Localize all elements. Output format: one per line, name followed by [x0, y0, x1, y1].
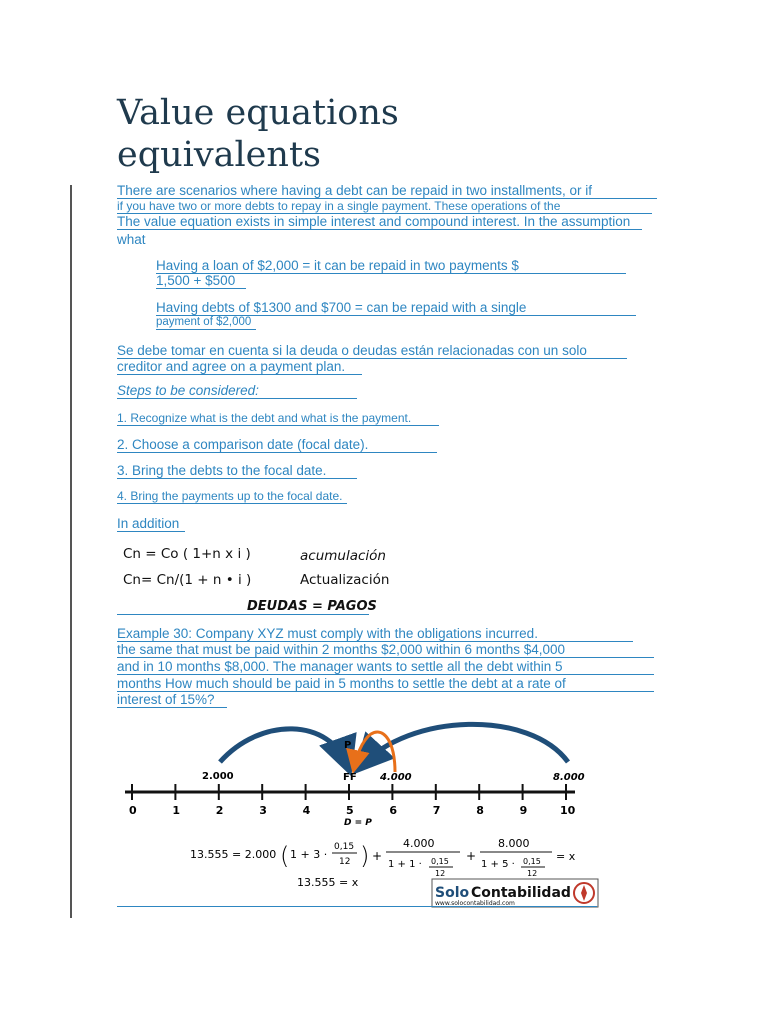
debts-line-1: Having debts of $1300 and $700 = can be repaid with a single: [156, 300, 636, 316]
eq-frac3-num: 0,15: [523, 857, 541, 866]
step-1: 1. Recognize what is the debt and what is the payment.: [117, 411, 439, 426]
intro-line-1: There are scenarios where having a debt can be repaid in two installments, or if: [117, 183, 657, 199]
arrow-from-2000: [220, 729, 348, 767]
in-addition: In addition: [117, 516, 185, 532]
eq-num-4000: 4.000: [403, 837, 435, 850]
example30-line-4: months How much should be paid in 5 months to settle the debt at a rate of: [117, 676, 654, 692]
label-2000: 2.000: [202, 771, 234, 782]
timeline-ticks: [129, 784, 576, 817]
tick-label: 4: [302, 804, 311, 817]
logo-contabilidad: Contabilidad: [471, 885, 571, 901]
eq-frac2-den: 12: [435, 869, 446, 878]
label-ff: FF: [343, 772, 357, 783]
eq-rhs: = x: [556, 850, 576, 863]
eq-den-4000: 1 + 1 ·: [388, 859, 422, 870]
eq-plus-1: +: [372, 849, 383, 863]
page-title: [117, 92, 677, 176]
eq-term1: 1 + 3 ·: [290, 848, 328, 861]
logo-url: www.solocontabilidad.com: [435, 900, 515, 907]
eq-frac1-den: 12: [339, 857, 351, 867]
eq-frac2-num: 0,15: [431, 857, 449, 866]
eq-result: 13.555 = x: [297, 876, 359, 889]
timeline-diagram: [110, 712, 610, 912]
label-p: P: [344, 740, 352, 751]
step-4: 4. Bring the payments up to the focal date.: [117, 489, 347, 504]
tick-label: 9: [519, 804, 528, 817]
loan-line-1: Having a loan of $2,000 = it can be repaid in two payments $: [156, 258, 626, 274]
eq-paren-open: (: [280, 842, 290, 870]
eq-den-8000: 1 + 5 ·: [481, 859, 515, 870]
example30-line-1: Example 30: Company XYZ must comply with the obligations incurred.: [117, 626, 633, 642]
tick-label: 0: [129, 804, 137, 817]
step-2: 2. Choose a comparison date (focal date).: [117, 437, 437, 453]
margin-bar: [70, 185, 72, 918]
intro-line-2: if you have two or more debts to repay in a single payment. These operations of the: [117, 199, 652, 214]
steps-heading: Steps to be considered:: [117, 383, 357, 399]
step-3: 3. Bring the debts to the focal date.: [117, 463, 357, 479]
eq-frac3-den: 12: [527, 869, 538, 878]
eq-paren-close: ): [360, 842, 370, 870]
solocontabilidad-logo: [432, 879, 598, 907]
tick-label: 7: [432, 804, 441, 817]
formula-update-label: Actualización: [300, 572, 390, 588]
title-line-2: equivalents: [117, 135, 321, 175]
tick-label: 5: [346, 804, 354, 817]
intro-line-4: what: [117, 232, 146, 247]
note-line-2: creditor and agree on a payment plan.: [117, 359, 362, 375]
tick-label: 3: [259, 804, 267, 817]
example30-line-2: the same that must be paid within 2 months $2,000 within 6 months $4,000: [117, 642, 654, 658]
eq-lhs: 13.555 = 2.000: [190, 848, 277, 861]
tick-label: 2: [215, 804, 224, 817]
formula-accumulation-label: acumulación: [300, 548, 386, 564]
intro-line-3: The value equation exists in simple interest and compound interest. In the assumption: [117, 214, 642, 230]
eq-plus-2: +: [466, 849, 477, 863]
loan-line-2: 1,500 + $500: [156, 273, 246, 289]
label-8000: 8.000: [553, 772, 585, 783]
label-4000: 4.000: [380, 772, 412, 783]
formula-accumulation: Cn = Co ( 1+n x i ): [123, 546, 251, 562]
deudas-pagos: DEUDAS = PAGOS: [117, 597, 369, 615]
eq-frac1-num: 0,15: [334, 842, 355, 852]
logo-solo: Solo: [435, 885, 470, 901]
formula-update: Cn= Cn/(1 + n • i ): [123, 572, 252, 588]
tick-label: 6: [389, 804, 398, 817]
debts-line-2: payment of $2,000: [156, 316, 256, 330]
example30-line-3: and in 10 months $8,000. The manager wants to settle all the debt within 5: [117, 659, 654, 675]
example30-line-5: interest of 15%?: [117, 692, 227, 708]
bottom-rule: [117, 906, 597, 907]
tick-label: 10: [560, 804, 576, 817]
tick-label: 8: [476, 804, 484, 817]
eq-num-8000: 8.000: [498, 837, 530, 850]
label-dp: D = P: [344, 818, 372, 828]
title-line-1: Value equations: [117, 93, 399, 133]
note-line-1: Se debe tomar en cuenta si la deuda o deudas están relacionadas con un solo: [117, 343, 627, 359]
tick-label: 1: [172, 804, 181, 817]
